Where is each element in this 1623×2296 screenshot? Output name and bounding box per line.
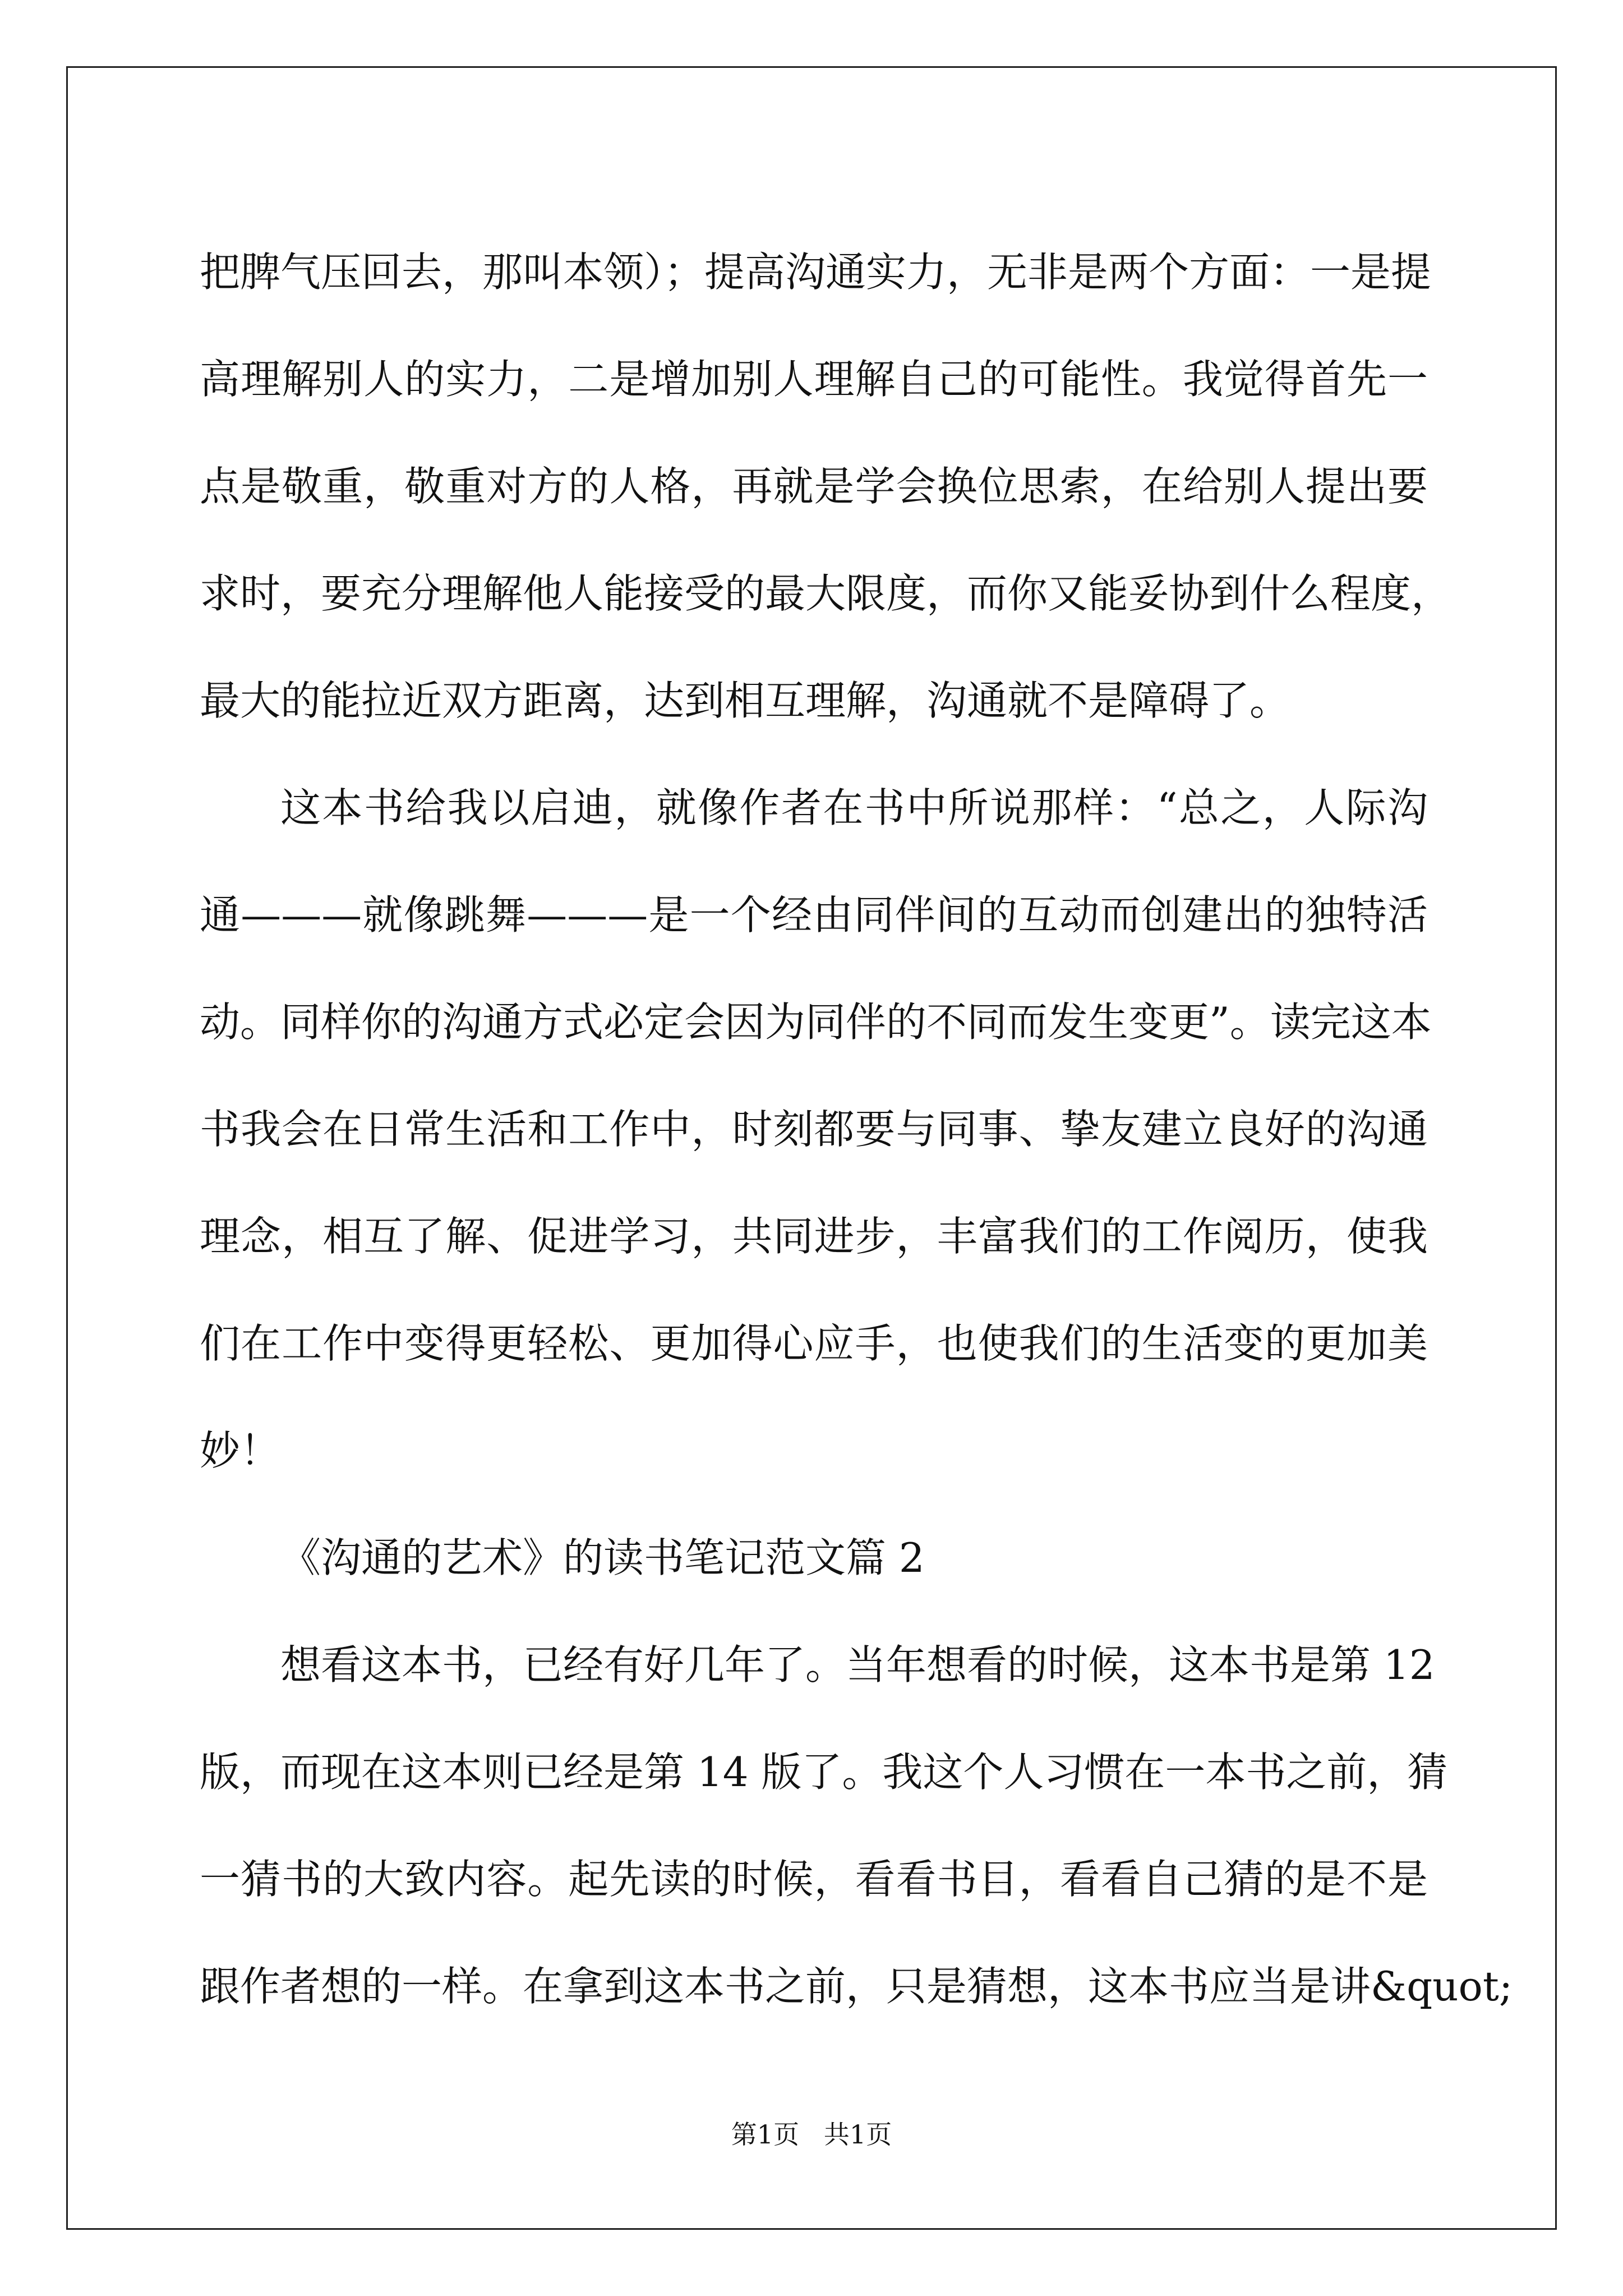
text-line: 书我会在日常生活和工作中，时刻都要与同事、挚友建立良好的沟通: [200, 1106, 1428, 1153]
text-line: 求时，要充分理解他人能接受的最大限度，而你又能妥协到什么程度，: [200, 570, 1452, 617]
text-line: 最大的能拉近双方距离，达到相互理解，沟通就不是障碍了。: [200, 677, 1290, 724]
text-line: 这本书给我以启迪，就像作者在书中所说那样：“总之，人际沟: [280, 784, 1428, 831]
text-line: 理念，相互了解、促进学习，共同进步，丰富我们的工作阅历，使我: [200, 1213, 1428, 1260]
text-line: 通———就像跳舞———是一个经由同伴间的互动而创建出的独特活: [200, 891, 1428, 938]
text-line: 们在工作中变得更轻松、更加得心应手，也使我们的生活变的更加美: [200, 1320, 1428, 1367]
text-line: 高理解别人的实力，二是增加别人理解自己的可能性。我觉得首先一: [200, 356, 1428, 403]
text-line: 版，而现在这本则已经是第 14 版了。我这个人习惯在一本书之前，猜: [200, 1749, 1448, 1796]
page-number: 第1页 共1页: [731, 2119, 892, 2150]
section-heading: 《沟通的艺术》的读书笔记范文篇 2: [280, 1534, 925, 1581]
text-line: 妙！: [200, 1427, 281, 1474]
text-line: 点是敬重，敬重对方的人格，再就是学会换位思索，在给别人提出要: [200, 463, 1428, 510]
text-line: 动。同样你的沟通方式必定会因为同伴的不同而发生变更”。读完这本: [200, 999, 1432, 1046]
text-line: 把脾气压回去，那叫本领）；提高沟通实力，无非是两个方面：一是提: [200, 249, 1432, 296]
document-body: [200, 219, 1513, 2040]
text-line: 一猜书的大致内容。起先读的时候，看看书目，看看自己猜的是不是: [200, 1856, 1428, 1903]
text-line: 想看这本书，已经有好几年了。当年想看的时候，这本书是第 12: [280, 1641, 1435, 1688]
text-line: 跟作者想的一样。在拿到这本书之前，只是猜想，这本书应当是讲&quot;: [200, 1963, 1513, 2010]
